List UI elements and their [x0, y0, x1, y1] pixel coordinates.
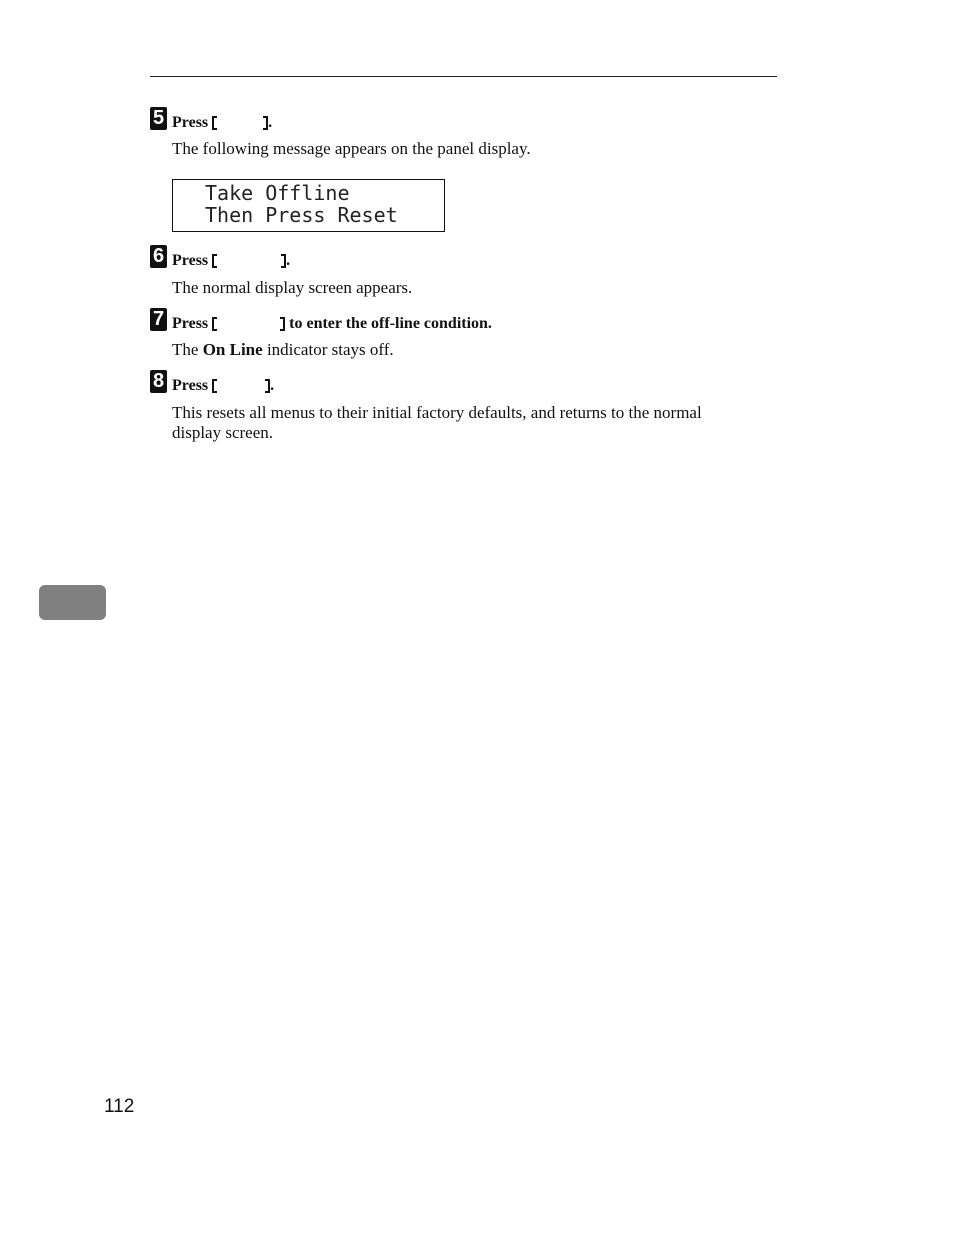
step-8-press-label: Press [172, 377, 209, 394]
step-number-8: 8 [150, 370, 167, 393]
step-8-instruction [172, 376, 274, 396]
step-6-description: The normal display screen appears. [172, 278, 413, 297]
step-5-suffix: . [268, 114, 273, 131]
panel-display [172, 179, 445, 232]
step-7-description [172, 340, 394, 360]
step-7-suffix: to enter the off-line condition. [285, 315, 492, 332]
step-number-7: 7 [150, 308, 167, 331]
step-8-description-line-1: This resets all menus to their initial factory defaults, and returns to the normal [172, 403, 702, 422]
key-bracket-icon [212, 314, 285, 334]
step-6-suffix: . [286, 252, 291, 269]
step-8-description-line-2: display screen. [172, 423, 274, 442]
step-8-suffix: . [270, 377, 275, 394]
header-rule [150, 76, 777, 77]
page-number: 112 [104, 1096, 135, 1117]
on-line-indicator-label: On Line [202, 340, 263, 359]
step-6-instruction [172, 251, 290, 271]
key-bracket-icon [212, 113, 268, 133]
panel-display-line-2: Then Press Reset [205, 203, 398, 227]
step-7-instruction [172, 314, 492, 334]
step-5-description: The following message appears on the panel display. [172, 139, 531, 158]
step-5-press-label: Press [172, 114, 209, 131]
step-7-description-suffix: indicator stays off. [266, 340, 394, 359]
key-bracket-icon [212, 251, 286, 271]
step-number-5: 5 [150, 107, 167, 130]
panel-display-line-1: Take Offline [205, 181, 350, 205]
step-5-instruction [172, 113, 272, 133]
key-bracket-icon [212, 376, 270, 396]
chapter-tab [39, 585, 106, 620]
step-7-description-prefix: The [172, 340, 199, 359]
step-number-6: 6 [150, 245, 167, 268]
step-6-press-label: Press [172, 252, 209, 269]
step-7-press-label: Press [172, 315, 209, 332]
